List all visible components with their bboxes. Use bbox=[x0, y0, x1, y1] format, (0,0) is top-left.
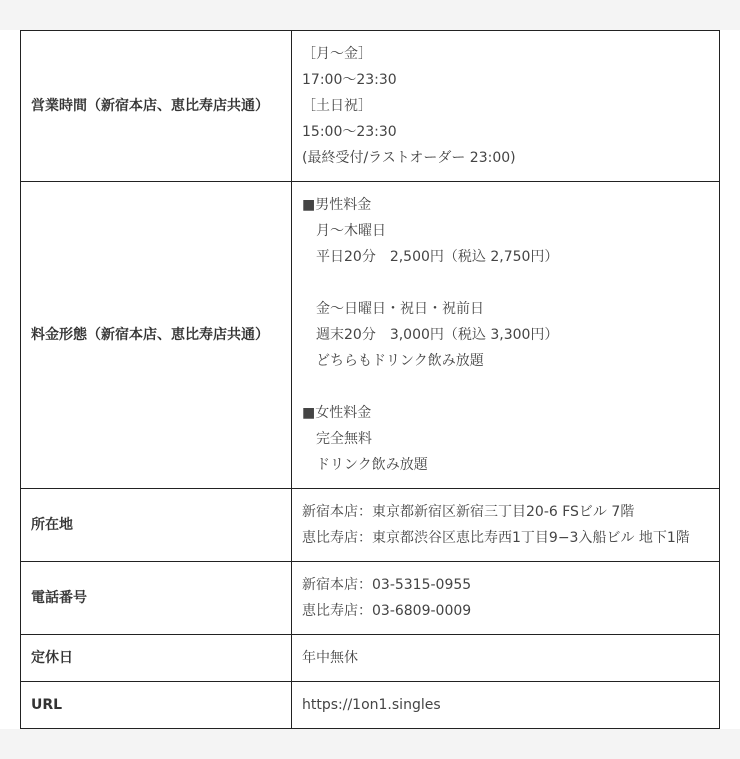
row-closed-days bbox=[21, 635, 720, 682]
label-phone: 電話番号 bbox=[21, 562, 292, 635]
value-url bbox=[292, 682, 720, 729]
hours-line: (最終受付/ラストオーダー 23:00) bbox=[302, 150, 516, 166]
pricing-line: ドリンク飲み放題 bbox=[302, 457, 428, 473]
hours-line: 15:00～23:30 bbox=[302, 124, 397, 140]
pricing-line bbox=[302, 270, 709, 296]
address-line: 恵比寿店：東京都渋谷区恵比寿西1丁目9−3入船ビル 地下1階 bbox=[302, 530, 690, 546]
value-phone bbox=[292, 562, 720, 635]
label-business-hours: 営業時間（新宿本店、恵比寿店共通） bbox=[21, 31, 292, 182]
closed-days-line: 年中無休 bbox=[302, 650, 358, 666]
store-info-table bbox=[20, 30, 720, 729]
value-closed-days bbox=[292, 635, 720, 682]
pricing-line: 完全無料 bbox=[302, 431, 372, 447]
phone-line: 新宿本店：03-5315-0955 bbox=[302, 577, 472, 593]
pricing-line: 月～木曜日 bbox=[302, 223, 386, 239]
pricing-line bbox=[302, 374, 709, 400]
label-address: 所在地 bbox=[21, 489, 292, 562]
value-address bbox=[292, 489, 720, 562]
hours-line: 17:00～23:30 bbox=[302, 72, 397, 88]
row-address bbox=[21, 489, 720, 562]
pricing-line: 金～日曜日・祝日・祝前日 bbox=[302, 301, 484, 317]
value-business-hours bbox=[292, 31, 720, 182]
row-phone bbox=[21, 562, 720, 635]
row-business-hours bbox=[21, 31, 720, 182]
label-url: URL bbox=[21, 682, 292, 729]
pricing-line: どちらもドリンク飲み放題 bbox=[302, 353, 484, 369]
pricing-line: 平日20分 2,500円（税込 2,750円） bbox=[302, 249, 559, 265]
label-closed-days: 定休日 bbox=[21, 635, 292, 682]
hours-line: ［月～金］ bbox=[302, 46, 372, 62]
row-url bbox=[21, 682, 720, 729]
label-pricing: 料金形態（新宿本店、恵比寿店共通） bbox=[21, 182, 292, 489]
value-pricing bbox=[292, 182, 720, 489]
url-line: https://1on1.singles bbox=[302, 697, 441, 713]
row-pricing bbox=[21, 182, 720, 489]
pricing-line: ■女性料金 bbox=[302, 405, 372, 421]
pricing-line: ■男性料金 bbox=[302, 197, 372, 213]
phone-line: 恵比寿店：03-6809-0009 bbox=[302, 603, 472, 619]
pricing-line: 週末20分 3,000円（税込 3,300円） bbox=[302, 327, 559, 343]
address-line: 新宿本店：東京都新宿区新宿三丁目20-6 FSビル 7階 bbox=[302, 504, 635, 520]
content-sheet bbox=[0, 30, 740, 729]
hours-line: ［土日祝］ bbox=[302, 98, 372, 114]
